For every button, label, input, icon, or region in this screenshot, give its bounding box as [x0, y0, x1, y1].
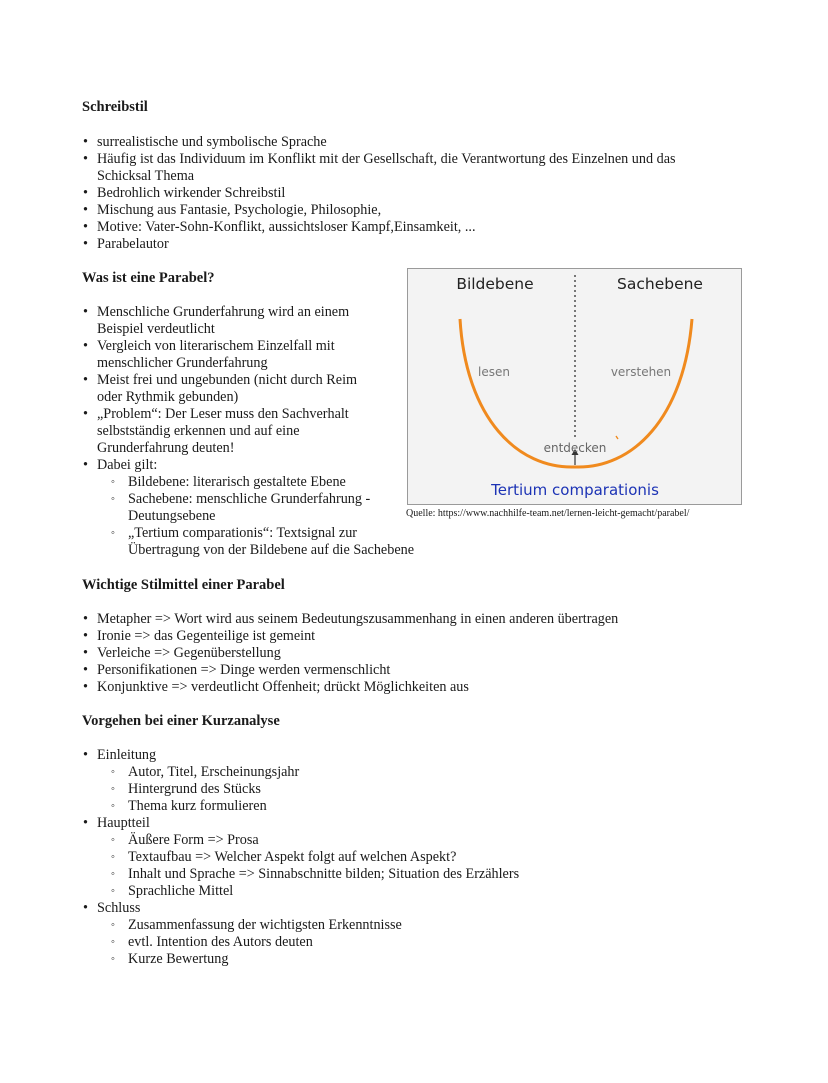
- list-item-label: Dabei gilt:: [97, 457, 158, 473]
- list-item: • Motive: Vater-Sohn-Konflikt, aussichtsloser Kampf,Einsamkeit, ...: [82, 219, 722, 236]
- section-label: Einleitung: [97, 747, 157, 763]
- sub-list-item: ◦ Bildebene: literarisch gestaltete Ebene: [128, 474, 382, 491]
- bildebene-heading: Bildebene: [456, 275, 534, 293]
- list-item: • Personifikationen => Dinge werden vermenschlicht: [82, 662, 722, 679]
- list-parabel: [82, 304, 415, 559]
- list-item: • Verleiche => Gegenüberstellung: [82, 645, 722, 662]
- sub-list-item: ◦ Zusammenfassung der wichtigsten Erkenntnisse: [128, 917, 722, 934]
- lesen-label: lesen: [478, 365, 510, 379]
- sub-list-item: ◦ Textaufbau => Welcher Aspekt folgt auf welchen Aspekt?: [128, 849, 722, 866]
- sub-list-item: ◦ Kurze Bewertung: [128, 951, 722, 968]
- parabel-diagram: [407, 268, 742, 505]
- sub-list-item: ◦ evtl. Intention des Autors deuten: [128, 934, 722, 951]
- sub-list-item: ◦ Hintergrund des Stücks: [128, 781, 722, 798]
- sub-list-item: ◦ Sachebene: menschliche Grunderfahrung - Deutungsebene: [128, 491, 382, 525]
- accent-mark: [616, 436, 618, 439]
- heading-vorgehen: Vorgehen bei einer Kurzanalyse: [82, 713, 280, 729]
- list-item: • Bedrohlich wirkender Schreibstil: [82, 185, 722, 202]
- sub-list-dabei-gilt: [97, 474, 415, 559]
- sub-list-hauptteil: [97, 832, 722, 900]
- list-item-hauptteil: [82, 815, 722, 900]
- section-label: Hauptteil: [97, 815, 150, 831]
- list-item-einleitung: [82, 747, 722, 815]
- list-item: • Ironie => das Gegenteilige ist gemeint: [82, 628, 722, 645]
- list-schreibstil: [82, 134, 722, 253]
- sub-list-item: ◦ Sprachliche Mittel: [128, 883, 722, 900]
- list-stilmittel: [82, 611, 722, 696]
- sub-list-schluss: [97, 917, 722, 968]
- sub-list-item: ◦ Äußere Form => Prosa: [128, 832, 722, 849]
- list-item: • Mischung aus Fantasie, Psychologie, Philosophie,: [82, 202, 722, 219]
- list-item: • Metapher => Wort wird aus seinem Bedeutungszusammenhang in einen anderen übertragen: [82, 611, 722, 628]
- heading-parabel: Was ist eine Parabel?: [82, 270, 215, 286]
- list-item: • surrealistische und symbolische Sprache: [82, 134, 722, 151]
- sub-list-item: ◦ Inhalt und Sprache => Sinnabschnitte bilden; Situation des Erzählers: [128, 866, 722, 883]
- sub-list-item: ◦ „Tertium comparationis“: Textsignal zur Übertragung von der Bildebene auf die Sachebene: [128, 525, 420, 559]
- heading-stilmittel: Wichtige Stilmittel einer Parabel: [82, 577, 285, 593]
- list-item: • Häufig ist das Individuum im Konflikt mit der Gesellschaft, die Verantwortung des Einzelnen und das Schicksal Thema: [82, 151, 722, 185]
- list-item: [82, 457, 415, 559]
- entdecken-label: entdecken: [543, 441, 607, 455]
- list-vorgehen: [82, 747, 722, 968]
- list-item: • Menschliche Grunderfahrung wird an einem Beispiel verdeutlicht: [82, 304, 382, 338]
- list-item-schluss: [82, 900, 722, 968]
- section-label: Schluss: [97, 900, 141, 916]
- verstehen-label: verstehen: [610, 365, 672, 379]
- sub-list-item: ◦ Thema kurz formulieren: [128, 798, 722, 815]
- sachebene-heading: Sachebene: [617, 275, 703, 293]
- tertium-label: Tertium comparationis: [491, 481, 659, 499]
- list-item: • Meist frei und ungebunden (nicht durch Reim oder Rythmik gebunden): [82, 372, 382, 406]
- sub-list-einleitung: [97, 764, 722, 815]
- list-item: • Konjunktive => verdeutlicht Offenheit; drückt Möglichkeiten aus: [82, 679, 722, 696]
- list-item: • Parabelautor: [82, 236, 722, 253]
- sub-list-item: ◦ Autor, Titel, Erscheinungsjahr: [128, 764, 722, 781]
- list-item: • Vergleich von literarischem Einzelfall mit menschlicher Grunderfahrung: [82, 338, 382, 372]
- heading-schreibstil: Schreibstil: [82, 99, 148, 115]
- figure-caption: Quelle: https://www.nachhilfe-team.net/lernen-leicht-gemacht/parabel/: [406, 508, 690, 519]
- list-item: • „Problem“: Der Leser muss den Sachverhalt selbstständig erkennen und auf eine Grunderfahrung deuten!: [82, 406, 382, 457]
